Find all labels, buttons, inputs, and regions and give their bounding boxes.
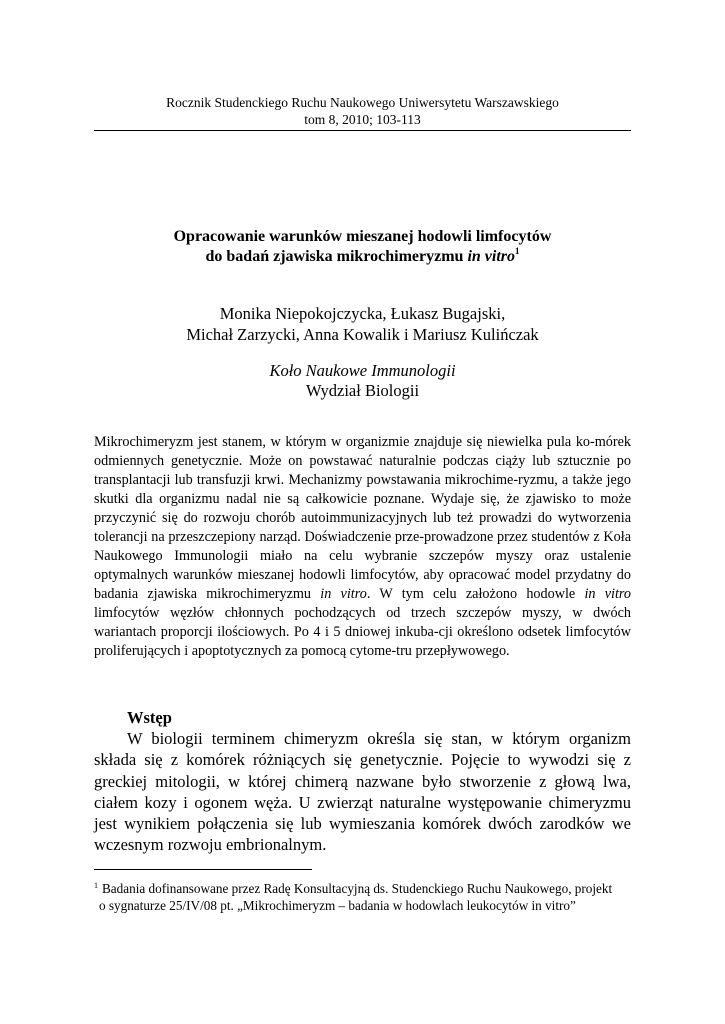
authors-line-1: Monika Niepokojczycka, Łukasz Bugajski, xyxy=(219,304,506,323)
header-divider xyxy=(94,130,631,131)
affiliation xyxy=(94,361,631,401)
section-heading: Wstęp xyxy=(127,708,172,727)
footnote-line-1-text: Badania dofinansowane przez Radę Konsultacyjną ds. Studenckiego Ruchu Naukowego, projekt xyxy=(102,881,613,896)
footnote-line-2: o sygnaturze 25/IV/08 pt. „Mikrochimeryzm – badania w hodowlach leukocytów in vitro” xyxy=(99,898,576,913)
paper-title xyxy=(94,227,631,267)
footnote xyxy=(94,880,631,914)
section-introduction xyxy=(94,707,631,855)
title-line-1: Opracowanie warunków mieszanej hodowli limfocytów xyxy=(173,228,552,245)
running-header xyxy=(94,94,631,128)
abstract-text-2: . W tym celu założono hodowle xyxy=(366,586,585,602)
author-list xyxy=(94,303,631,345)
title-line-2 xyxy=(94,247,631,267)
journal-name: Rocznik Studenckiego Ruchu Naukowego Uniwersytetu Warszawskiego xyxy=(166,95,559,110)
affiliation-circle-text: Koło Naukowe Immunologii xyxy=(269,361,456,380)
abstract-text-1: Mikrochimeryzm jest stanem, w którym w organizmie znajduje się niewielka pula ko-mórek odmiennych genetycznie. Może on powstawać naturalnie podczas ciąży lub sztucznie po transplantacji lub transfuzji krwi. Mechanizmy powstawania mikrochime-ryzmu, a także jego skutki dla organizmu nadal nie są całkowicie poznane. Wydaje się, że zjawisko to może przyczynić się do rozwoju chorób autoimmunizacyjnych lub też prowadzi do wytworzenia tolerancji na przeszczepiony narząd. Doświadczenie prze-prowadzone przez studentów z Koła Naukowego Immunologii miało na celu wybranie szczepów myszy oraz ustalenie optymalnych warunków mieszanej hodowli limfocytów, aby opracować model przydatny do badania zjawiska mikrochimeryzmu xyxy=(94,434,631,602)
affiliation-circle xyxy=(94,361,631,381)
title-italic: in vitro xyxy=(467,248,515,265)
affiliation-faculty: Wydział Biologii xyxy=(305,381,420,400)
section-body: W biologii terminem chimeryzm określa się stan, w którym organizm składa się z komórek różniących się genetycznie. Pojęcie to wywodzi się z greckiej mitologii, w której chimerą nazwane było stworzenie z głową lwa, ciałem kozy i ogonem węża. U zwierząt naturalne występowanie chimeryzmu jest wynikiem połączenia się lub wymieszania komórek dwóch zarodków we wczesnym rozwoju embrionalnym. xyxy=(94,729,631,855)
title-line-2-text: do badań zjawiska mikrochimeryzmu xyxy=(205,248,468,265)
abstract xyxy=(94,433,631,661)
title-footnote-ref: 1 xyxy=(515,246,520,256)
authors-line-2: Michał Zarzycki, Anna Kowalik i Mariusz Kulińczak xyxy=(186,325,539,344)
abstract-italic-2: in vitro xyxy=(584,586,631,602)
volume-info: tom 8, 2010; 103-113 xyxy=(304,112,421,127)
footnote-line-1 xyxy=(94,880,631,897)
footnote-mark: 1 xyxy=(94,881,98,890)
abstract-italic-1: in vitro xyxy=(320,586,367,602)
footnote-divider xyxy=(94,869,312,870)
abstract-text-3: limfocytów węzłów chłonnych pochodzących od trzech szczepów myszy, w dwóch wariantach proporcji ilościowych. Po 4 i 5 dniowej inkuba-cji określono odsetek limfocytów proliferujących i apoptotycznych za pomocą cytome-tru przepływowego. xyxy=(94,605,631,659)
